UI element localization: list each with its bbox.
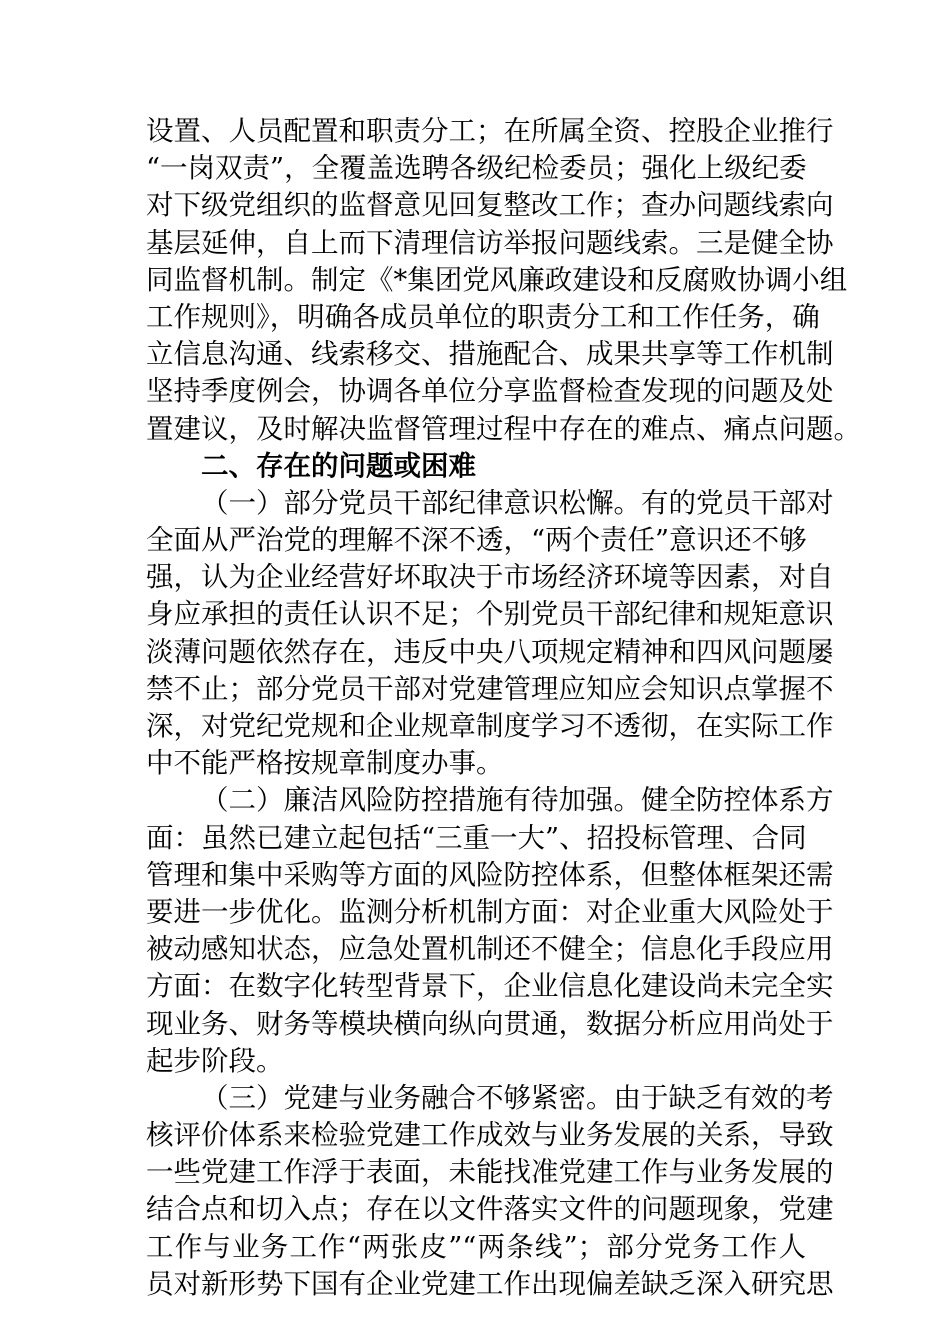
text-line: 工作与业务工作“两张皮”“两条线”；部分党务工作人 (146, 1230, 806, 1263)
text-line: 深，对党纪党规和企业规章制度学习不透彻，在实际工作 (146, 710, 834, 742)
text-line: 方面：在数字化转型背景下，企业信息化建设尚未完全实 (146, 970, 834, 1003)
text-line: 基层延伸，自上而下清理信访举报问题线索。三是健全协 (146, 226, 834, 259)
text-line: 中不能严格按规章制度办事。 (146, 747, 504, 780)
text-line: 结合点和切入点；存在以文件落实文件的问题现象，党建 (146, 1193, 834, 1226)
text-line: 面：虽然已建立起包括“三重一大”、招投标管理、合同 (146, 821, 807, 854)
text-line: 员对新形势下国有企业党建工作出现偏差缺乏深入研究思 (146, 1267, 834, 1300)
text-line: 置建议，及时解决监督管理过程中存在的难点、痛点问题。 (146, 412, 861, 445)
text-line: 禁不止；部分党员干部对党建管理应知应会知识点掌握不 (146, 672, 834, 705)
text-line: 核评价体系来检验党建工作成效与业务发展的关系，导致 (146, 1119, 834, 1152)
text-line: 要进一步优化。监测分析机制方面：对企业重大风险处于 (146, 895, 834, 928)
text-line: 设置、人员配置和职责分工；在所属全资、控股企业推行 (146, 115, 834, 147)
text-line: 管理和集中采购等方面的风险防控体系，但整体框架还需 (146, 858, 834, 891)
text-line: “一岗双责”，全覆盖选聘各级纪检委员；强化上级纪委 (146, 152, 807, 185)
paragraph-4 (146, 1080, 834, 1303)
text-line: 现业务、财务等模块横向纵向贯通，数据分析应用尚处于 (146, 1007, 834, 1040)
text-line: 一些党建工作浮于表面，未能找准党建工作与业务发展的 (146, 1156, 834, 1189)
text-line: 强，认为企业经营好坏取决于市场经济环境等因素，对自 (146, 561, 834, 594)
text-line: 对下级党组织的监督意见回复整改工作；查办问题线索向 (146, 189, 834, 222)
text-line: （二）廉洁风险防控措施有待加强。健全防控体系方 (201, 784, 834, 817)
document-body (146, 113, 861, 1303)
section-heading: 二、存在的问题或困难 (201, 449, 476, 482)
text-line: 坚持季度例会，协调各单位分享监督检查发现的问题及处 (146, 375, 834, 408)
text-line: 被动感知状态，应急处置机制还不健全；信息化手段应用 (146, 933, 834, 966)
paragraph-1 (146, 113, 861, 448)
paragraph-2 (146, 485, 834, 783)
text-line: （一）部分党员干部纪律意识松懈。有的党员干部对 (201, 486, 834, 519)
text-line: （三）党建与业务融合不够紧密。由于缺乏有效的考 (201, 1081, 834, 1114)
paragraph-3 (146, 782, 834, 1080)
text-line: 工作规则》，明确各成员单位的职责分工和工作任务，确 (146, 300, 820, 333)
text-line: 同监督机制。制定《*集团党风廉政建设和反腐败协调小组 (146, 263, 848, 296)
text-line: 全面从严治党的理解不深不透，“两个责任”意识还不够 (146, 524, 807, 557)
text-line: 立信息沟通、线索移交、措施配合、成果共享等工作机制 (146, 338, 834, 371)
text-line: 淡薄问题依然存在，违反中央八项规定精神和四风问题屡 (146, 635, 834, 668)
text-line: 起步阶段。 (146, 1044, 284, 1077)
text-line: 身应承担的责任认识不足；个别党员干部纪律和规矩意识 (146, 598, 834, 631)
